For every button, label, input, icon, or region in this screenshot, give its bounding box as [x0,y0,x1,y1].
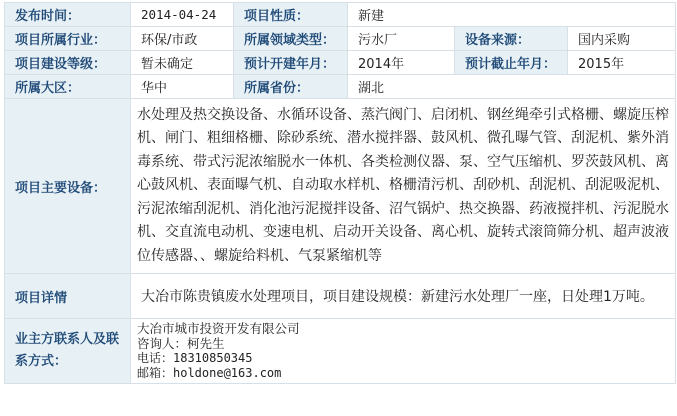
row-contact [5,319,676,384]
industry-label: 项目所属行业： [5,27,131,51]
province-label: 所属省份： [234,75,348,99]
build-level-value: 暂未确定 [131,51,234,75]
contact-phone: 电话：18310850345 [137,351,253,365]
row-industry [5,27,676,51]
equipment-source-label: 设备来源： [455,27,568,51]
build-level-label: 项目建设等级： [5,51,131,75]
equipment-label: 项目主要设备： [5,99,131,274]
row-publish-time [5,3,676,27]
detail-label: 项目详情 [5,274,131,319]
publish-time-value: 2014-04-24 [131,3,234,27]
domain-type-value: 污水厂 [348,27,455,51]
row-equipment [5,99,676,274]
contact-person: 咨询人：柯先生 [137,336,225,351]
domain-type-label: 所属领域类型： [234,27,348,51]
contact-value [131,319,676,384]
province-value: 湖北 [348,75,676,99]
start-date-value: 2014年 [348,51,455,75]
project-nature-label: 项目性质： [234,3,348,27]
end-date-label: 预计截止年月： [455,51,568,75]
equipment-source-value: 国内采购 [568,27,676,51]
contact-company: 大冶市城市投资开发有限公司 [137,321,300,336]
row-detail [5,274,676,319]
equipment-value: 水处理及热交换设备、水循环设备、蒸汽阀门、启闭机、钢丝绳牵引式格栅、螺旋压榨机、闸门、粗细格栅、除砂系统、潜水搅拌器、鼓风机、微孔曝气管、刮泥机、紫外消毒系统、带式污泥浓缩脱水一体机、各类检测仪器、泵、空气压缩机、罗茨鼓风机、离心鼓风机、表面曝气机、自动取水样机、格栅清污机、刮砂机、刮泥机、刮泥吸泥机、污泥浓缩刮泥机、消化池污泥搅拌设备、沼气锅炉、热交换器、药液搅拌机、污泥脱水机、交直流电动机、变速电机、启动开关设备、离心机、旋转式滚筒筛分机、超声波液位传感器、、螺旋给料机、气泵紧缩机等 [131,99,676,274]
start-date-label: 预计开建年月： [234,51,348,75]
project-info-table [4,2,676,384]
row-level [5,51,676,75]
end-date-value: 2015年 [568,51,676,75]
contact-email: 邮箱：holdone@163.com [137,366,282,380]
contact-label: 业主方联系人及联系方式： [5,319,131,384]
row-region [5,75,676,99]
publish-time-label: 发布时间： [5,3,131,27]
region-label: 所属大区： [5,75,131,99]
region-value: 华中 [131,75,234,99]
detail-value: 大冶市陈贵镇废水处理项目，项目建设规模：新建污水处理厂一座，日处理1万吨。 [131,274,676,319]
project-nature-value: 新建 [348,3,676,27]
industry-value: 环保/市政 [131,27,234,51]
